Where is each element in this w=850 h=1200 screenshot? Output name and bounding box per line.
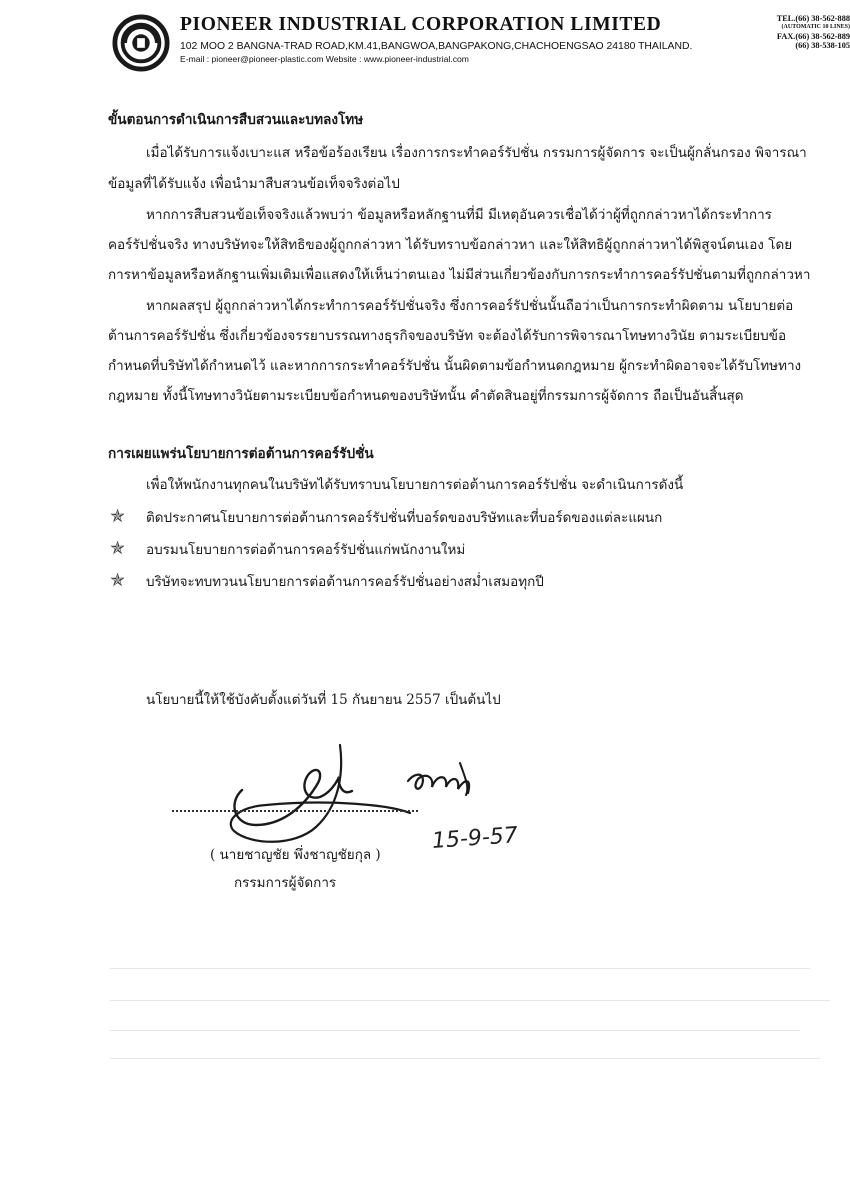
letterhead (104, 10, 849, 70)
paragraph-line: เมื่อได้รับการแจ้งเบาะแส หรือข้อร้องเรียน เรื่องการกระทำคอร์รัปชั่น กรรมการผู้จัดการ จะเป็นผู้กลั่นกรอง พิจารณา (146, 145, 807, 161)
company-address: 102 MOO 2 BANGNA-TRAD ROAD,KM.41,BANGWOA,BANGPAKONG,CHACHOENGSAO 24180 THAILAND. (180, 41, 693, 52)
effective-date-statement: นโยบายนี้ให้ใช้บังคับตั้งแต่วันที่ 15 กันยายน 2557 เป็นต้นไป (146, 692, 501, 708)
list-item: ติดประกาศนโยบายการต่อต้านการคอร์รัปชั่นที่บอร์ดของบริษัทและที่บอร์ดของแต่ละแผนก (146, 510, 663, 526)
dissemination-intro: เพื่อให้พนักงานทุกคนในบริษัทได้รับทราบนโยบายการต่อต้านการคอร์รัปชั่น จะดำเนินการดังนี้ (146, 477, 684, 493)
signatory-name: ( นายชาญชัย พึ่งชาญชัยกุล ) (210, 847, 381, 863)
paragraph-line: กฎหมาย ทั้งนี้โทษทางวินัยตามระเบียบข้อกำหนดของบริษัทนั้น คำตัดสินอยู่ที่กรรมการผู้จัดการ ถือเป็นอันสิ้นสุด (108, 388, 744, 404)
paragraph-line: การหาข้อมูลหรือหลักฐานเพิ่มเติมเพื่อแสดงให้เห็นว่าตนเอง ไม่มีส่วนเกี่ยวข้องกับการกระทำการคอร์รัปชั่นตามที่ถูกกล่าวหา (108, 267, 811, 283)
signature-line (172, 810, 418, 812)
star-bullet-icon: ✯ (110, 538, 126, 559)
handwritten-date: 15-9-57 (431, 823, 519, 854)
star-bullet-icon: ✯ (110, 506, 126, 527)
star-bullet-icon: ✯ (110, 570, 126, 591)
scan-artifact (110, 968, 810, 969)
section-heading-dissemination: การเผยแพร่นโยบายการต่อต้านการคอร์รัปชั่น (108, 446, 374, 462)
company-logo-icon (112, 14, 170, 72)
scan-artifact (110, 1000, 830, 1001)
company-name: PIONEER INDUSTRIAL CORPORATION LIMITED (180, 14, 662, 35)
fax-number: FAX.(66) 38-562-889 (776, 32, 850, 41)
scan-artifact (110, 1058, 820, 1059)
scan-artifact (110, 1030, 800, 1031)
paragraph-line: ต้านการคอร์รัปชั่น ซึ่งเกี่ยวข้องจรรยาบรรณทางธุรกิจของบริษัท จะต้องได้รับการพิจารณาโทษทางวินัย ตามระเบียบข้อ (108, 328, 787, 344)
paragraph-line: กำหนดที่บริษัทได้กำหนดไว้ และหากการกระทำคอร์รัปชั่น นั้นผิดตามข้อกำหนดกฎหมาย ผู้กระทำผิดอาจจะได้รับโทษทาง (108, 358, 802, 374)
tel-number: TEL.(66) 38-562-888 (776, 14, 850, 23)
list-item: อบรมนโยบายการต่อต้านการคอร์รัปชั่นแก่พนักงานใหม่ (146, 542, 466, 558)
paragraph-line: คอร์รัปชั่นจริง ทางบริษัทจะให้สิทธิของผู้ถูกกล่าวหา ได้รับทราบข้อกล่าวหา และให้สิทธิผู้ถูกกล่าวหาได้พิสูจน์ตนเอง โดย (108, 237, 793, 253)
paragraph-line: ข้อมูลที่ได้รับแจ้ง เพื่อนำมาสืบสวนข้อเท็จจริงต่อไป (108, 176, 400, 192)
phone-block (742, 14, 850, 50)
fax-number-2: (66) 38-538-105 (795, 41, 850, 50)
paragraph-line: หากผลสรุป ผู้ถูกกล่าวหาได้กระทำการคอร์รัปชั่นจริง ซึ่งการคอร์รัปชั่นนั้นถือว่าเป็นการกระทำผิดตาม นโยบายต่อ (146, 298, 794, 314)
paragraph-line: หากการสืบสวนข้อเท็จจริงแล้วพบว่า ข้อมูลหรือหลักฐานที่มี มีเหตุอันควรเชื่อได้ว่าผู้ที่ถูกกล่าวหาได้กระทำการ (146, 207, 772, 223)
section-heading-investigation: ขั้นตอนการดำเนินการสืบสวนและบทลงโทษ (108, 112, 364, 128)
list-item: บริษัทจะทบทวนนโยบายการต่อต้านการคอร์รัปชั่นอย่างสม่ำเสมอทุกปี (146, 574, 544, 590)
tel-note: (AUTOMATIC 10 LINES) (781, 24, 850, 30)
company-contact: E-mail : pioneer@pioneer-plastic.com Website : www.pioneer-industrial.com (180, 54, 469, 64)
signatory-title: กรรมการผู้จัดการ (234, 875, 337, 891)
